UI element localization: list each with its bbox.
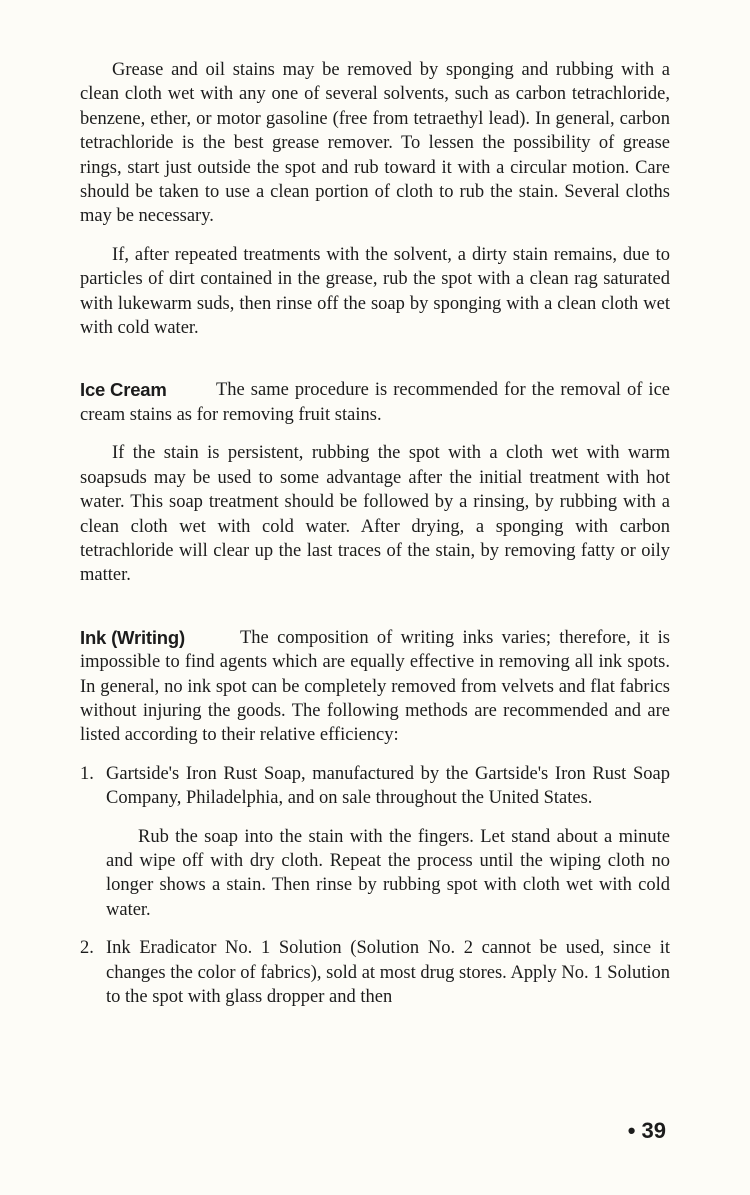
ink-section bbox=[80, 626, 670, 748]
ink-methods-list bbox=[80, 762, 670, 1010]
ice-cream-heading: Ice Cream bbox=[80, 379, 167, 401]
ice-cream-paragraph-1: The same procedure is recommended for the removal of ice cream stains as for removing fruit stains. bbox=[80, 380, 670, 425]
list-item-text: Ink Eradicator No. 1 Solution (Solution No. 2 cannot be used, since it changes the color of fabrics), sold at most drug stores. Apply No. 1 Solution to the spot with glass dropper and then bbox=[106, 938, 670, 1007]
ice-cream-section bbox=[80, 378, 670, 427]
grease-paragraph-2: If, after repeated treatments with the solvent, a dirty stain remains, due to particles of dirt contained in the grease, rub the spot with a clean rag saturated with lukewarm suds, then rinse off the soap by sponging with a clean cloth wet with cold water. bbox=[80, 244, 670, 339]
grease-paragraph-1: Grease and oil stains may be removed by sponging and rubbing with a clean cloth wet with any one of several solvents, such as carbon tetrachloride, benzene, ether, or motor gasoline (free from tetraethyl lead). In general, carbon tetrachloride is the best grease remover. To lessen the possibility of grease rings, start just outside the spot and rub toward it with a circular motion. Care should be taken to use a clean portion of cloth to rub the stain. Several cloths may be necessary. bbox=[80, 60, 670, 227]
page-body bbox=[80, 58, 670, 1009]
page-number: • 39 bbox=[627, 1118, 666, 1143]
list-item-number: 1. bbox=[80, 763, 94, 784]
ice-cream-paragraph-2: If the stain is persistent, rubbing the spot with a cloth wet with warm soapsuds may be used to some advantage after the initial treatment with hot water. This soap treatment should be followed by a rinsing, by rubbing with a clean cloth wet with cold water. After drying, a sponging with carbon tetrachloride will clear up the last traces of the stain, by removing fatty or oily matter. bbox=[80, 443, 670, 586]
list-item bbox=[80, 762, 670, 922]
ink-paragraph-1: The composition of writing inks varies; therefore, it is impossible to find agents which are equally effective in removing all ink spots. In general, no ink spot can be completely removed from velvets and flat fabrics without injuring the goods. The following methods are recommended and are listed according to their relative efficiency: bbox=[80, 627, 670, 746]
ink-heading: Ink (Writing) bbox=[80, 626, 185, 648]
list-item-detail: Rub the soap into the stain with the fingers. Let stand about a minute and wipe off with dry cloth. Repeat the process until the wiping cloth no longer shows a stain. Then rinse by rubbing spot with cloth wet with cold water. bbox=[106, 826, 670, 920]
list-item bbox=[80, 936, 670, 1009]
list-item-number: 2. bbox=[80, 938, 94, 959]
list-item-text: Gartside's Iron Rust Soap, manufactured by the Gartside's Iron Rust Soap Company, Philadelphia, and on sale throughout the United States. bbox=[106, 763, 670, 809]
